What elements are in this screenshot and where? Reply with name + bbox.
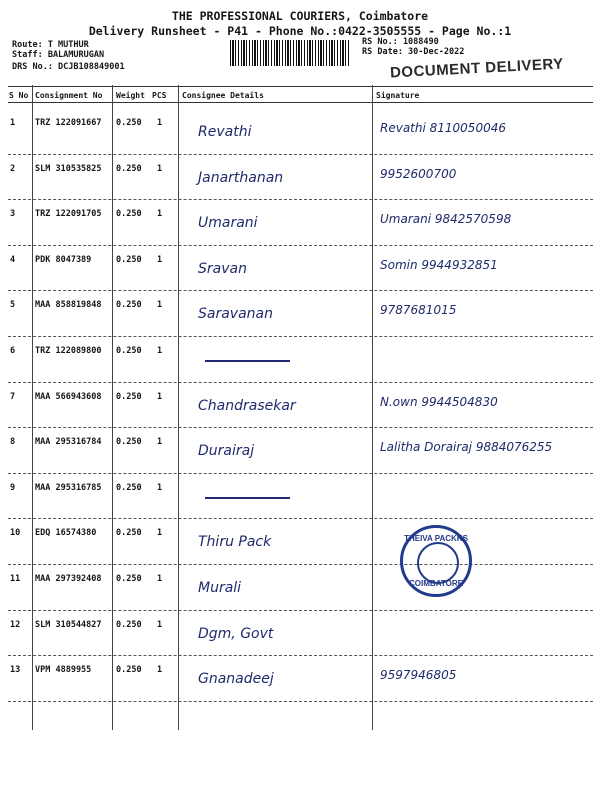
seal-top-text: THEIVA PACKKS <box>404 534 468 543</box>
col-pcs: PCS <box>152 91 167 100</box>
rs-date: RS Date: 30-Dec-2022 <box>362 47 465 57</box>
serial-number: 11 <box>10 574 21 584</box>
consignment-number: MAA 297392408 <box>35 574 102 584</box>
pieces-count: 1 <box>157 574 163 584</box>
serial-number: 4 <box>10 255 16 265</box>
signature-handwriting: 9787681015 <box>380 303 457 317</box>
serial-number: 1 <box>10 118 16 128</box>
consignment-number: TRZ 122091705 <box>35 209 102 219</box>
seal-inner-ring <box>417 542 459 584</box>
consignment-number: EDQ 16574380 <box>35 528 97 538</box>
rs-number: RS No.: 1088490 <box>362 37 439 47</box>
row-separator <box>8 154 593 155</box>
consignment-number: MAA 295316785 <box>35 483 102 493</box>
serial-number: 12 <box>10 620 21 630</box>
consignee-handwriting: Thiru Pack <box>198 534 272 550</box>
row-separator <box>8 290 593 291</box>
row-separator <box>8 382 593 383</box>
signature-handwriting: Lalitha Dorairaj 9884076255 <box>380 440 553 454</box>
serial-number: 10 <box>10 528 21 538</box>
col-signature: Signature <box>376 91 420 100</box>
table-top-rule <box>8 86 593 87</box>
weight-value: 0.250 <box>116 118 142 128</box>
consignee-blank-stroke <box>205 360 290 362</box>
pieces-count: 1 <box>157 437 163 447</box>
consignment-number: PDK 8047389 <box>35 255 92 265</box>
document-delivery-stamp: DOCUMENT DELIVERY <box>389 55 565 82</box>
pieces-count: 1 <box>157 392 163 402</box>
serial-number: 13 <box>10 665 21 675</box>
consignee-handwriting: Dgm, Govt <box>198 626 274 642</box>
consignee-handwriting: Janarthanan <box>198 170 284 186</box>
serial-number: 6 <box>10 346 16 356</box>
consignee-handwriting: Gnanadeej <box>198 671 274 687</box>
row-separator <box>8 199 593 200</box>
col-consignee: Consignee Details <box>182 91 264 100</box>
pieces-count: 1 <box>157 300 163 310</box>
weight-value: 0.250 <box>116 209 142 219</box>
consignment-number: VPM 4889955 <box>35 665 92 675</box>
company-seal <box>400 525 472 597</box>
serial-number: 8 <box>10 437 16 447</box>
serial-number: 7 <box>10 392 16 402</box>
consignee-handwriting: Durairaj <box>198 443 255 459</box>
consignment-number: MAA 295316784 <box>35 437 102 447</box>
pieces-count: 1 <box>157 255 163 265</box>
consignment-number: TRZ 122091667 <box>35 118 102 128</box>
row-separator <box>8 610 593 611</box>
weight-value: 0.250 <box>116 346 142 356</box>
consignment-number: TRZ 122089800 <box>35 346 102 356</box>
consignment-number: MAA 858819848 <box>35 300 102 310</box>
row-separator <box>8 473 593 474</box>
row-separator <box>8 518 593 519</box>
weight-value: 0.250 <box>116 528 142 538</box>
col-weight: Weight <box>116 91 145 100</box>
weight-value: 0.250 <box>116 164 142 174</box>
pieces-count: 1 <box>157 483 163 493</box>
barcode <box>230 40 350 66</box>
runsheet-subtitle: Delivery Runsheet - P41 - Phone No.:0422-3505555 - Page No.:1 <box>88 24 512 38</box>
pieces-count: 1 <box>157 528 163 538</box>
row-separator <box>8 336 593 337</box>
staff-label: Staff: BALAMURUGAN <box>12 50 105 60</box>
signature-handwriting: N.own 9944504830 <box>380 395 498 409</box>
column-divider <box>112 85 113 730</box>
row-separator <box>8 427 593 428</box>
company-title: THE PROFESSIONAL COURIERS, Coimbatore <box>171 9 429 23</box>
serial-number: 3 <box>10 209 16 219</box>
pieces-count: 1 <box>157 164 163 174</box>
weight-value: 0.250 <box>116 437 142 447</box>
serial-number: 2 <box>10 164 16 174</box>
signature-handwriting: 9952600700 <box>380 167 457 181</box>
table-header-rule <box>8 102 593 103</box>
consignee-handwriting: Revathi <box>198 124 252 140</box>
consignment-number: SLM 310535825 <box>35 164 102 174</box>
route-label: Route: T MUTHUR <box>12 40 89 50</box>
row-separator <box>8 564 593 565</box>
consignee-handwriting: Murali <box>198 580 242 596</box>
signature-handwriting: Revathi 8110050046 <box>380 121 506 135</box>
weight-value: 0.250 <box>116 665 142 675</box>
weight-value: 0.250 <box>116 300 142 310</box>
weight-value: 0.250 <box>116 483 142 493</box>
row-separator <box>8 655 593 656</box>
serial-number: 5 <box>10 300 16 310</box>
pieces-count: 1 <box>157 665 163 675</box>
signature-handwriting: 9597946805 <box>380 668 457 682</box>
consignee-handwriting: Umarani <box>198 215 258 231</box>
drs-label: DRS No.: DCJB108849001 <box>12 62 125 72</box>
seal-bottom-text: COIMBATORE <box>409 579 463 588</box>
consignee-blank-stroke <box>205 497 290 499</box>
weight-value: 0.250 <box>116 574 142 584</box>
consignment-number: SLM 310544827 <box>35 620 102 630</box>
col-consignment: Consignment No <box>35 91 103 100</box>
pieces-count: 1 <box>157 346 163 356</box>
consignment-number: MAA 566943608 <box>35 392 102 402</box>
consignee-handwriting: Saravanan <box>198 306 273 322</box>
row-separator <box>8 245 593 246</box>
column-divider <box>372 85 373 730</box>
serial-number: 9 <box>10 483 16 493</box>
pieces-count: 1 <box>157 118 163 128</box>
weight-value: 0.250 <box>116 620 142 630</box>
weight-value: 0.250 <box>116 255 142 265</box>
column-divider <box>178 85 179 730</box>
consignee-handwriting: Chandrasekar <box>198 398 296 414</box>
signature-handwriting: Somin 9944932851 <box>380 258 498 272</box>
row-separator <box>8 701 593 702</box>
column-divider <box>32 85 33 730</box>
pieces-count: 1 <box>157 209 163 219</box>
weight-value: 0.250 <box>116 392 142 402</box>
pieces-count: 1 <box>157 620 163 630</box>
consignee-handwriting: Sravan <box>198 261 247 277</box>
signature-handwriting: Umarani 9842570598 <box>380 212 512 226</box>
col-sno: S No <box>9 91 29 100</box>
